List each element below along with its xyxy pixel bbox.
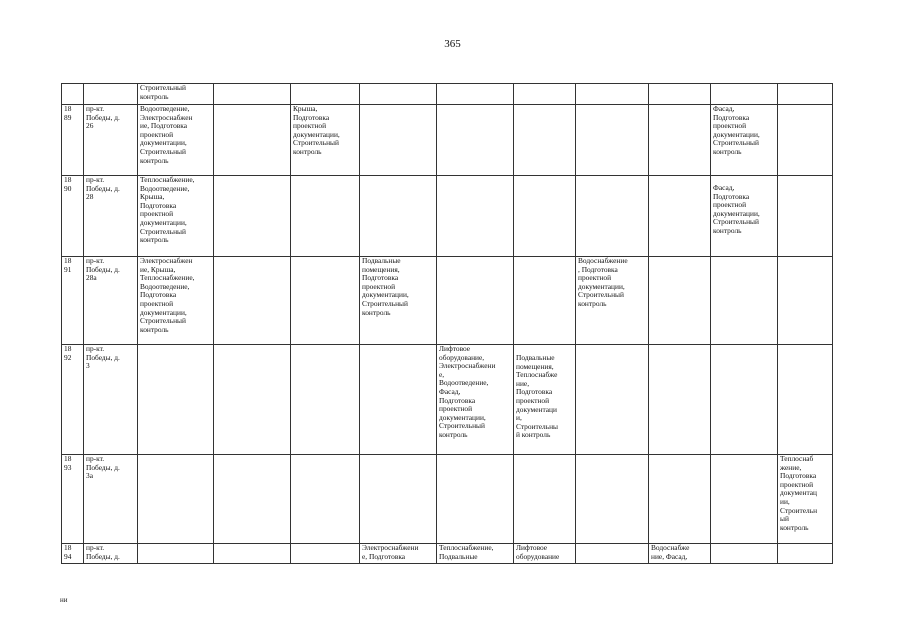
work-cell: Фасад, Подготовка проектной документации, Строительный контроль <box>711 176 778 257</box>
row-number: 18 89 <box>62 105 84 176</box>
work-cell <box>360 176 437 257</box>
work-cell <box>711 345 778 455</box>
work-cell <box>778 257 833 345</box>
table-row <box>62 544 833 564</box>
work-cell <box>514 455 576 544</box>
work-cell <box>649 105 711 176</box>
work-cell <box>291 176 360 257</box>
repair-schedule-table <box>61 83 833 564</box>
work-cell <box>291 455 360 544</box>
table-row <box>62 345 833 455</box>
work-cell <box>649 84 711 105</box>
work-cell <box>360 105 437 176</box>
work-cell <box>711 257 778 345</box>
address-cell: пр-кт. Победы, д. 26 <box>84 105 138 176</box>
address-cell: пр-кт. Победы, д. 28а <box>84 257 138 345</box>
work-cell: Электроснабжени е, Подготовка <box>360 544 437 564</box>
address-cell: пр-кт. Победы, д. 3 <box>84 345 138 455</box>
address-cell: пр-кт. Победы, д. 3а <box>84 455 138 544</box>
footer-mark: ни <box>60 596 68 604</box>
work-cell <box>214 84 291 105</box>
work-cell <box>514 176 576 257</box>
work-cell <box>291 84 360 105</box>
work-cell <box>576 345 649 455</box>
work-cell <box>437 257 514 345</box>
work-cell <box>514 105 576 176</box>
row-number: 18 94 <box>62 544 84 564</box>
page-number: 365 <box>444 38 461 50</box>
table-row <box>62 105 833 176</box>
work-cell <box>291 257 360 345</box>
work-cell <box>214 176 291 257</box>
work-cell <box>138 544 214 564</box>
table-row <box>62 176 833 257</box>
work-cell: Крыша, Подготовка проектной документации, Строительный контроль <box>291 105 360 176</box>
row-number <box>62 84 84 105</box>
work-cell: Лифтовое оборудование, Электроснабжени е, Водоотведение, Фасад, Подготовка проектной документации, Строительный контроль <box>437 345 514 455</box>
address-cell: пр-кт. Победы, д. <box>84 544 138 564</box>
work-cell <box>649 455 711 544</box>
work-cell <box>778 544 833 564</box>
work-cell <box>778 176 833 257</box>
work-cell: Фасад, Подготовка проектной документации, Строительный контроль <box>711 105 778 176</box>
work-cell: Подвальные помещения, Подготовка проектной документации, Строительный контроль <box>360 257 437 345</box>
work-cell <box>138 455 214 544</box>
work-cell: Теплоснабжение, Подвальные <box>437 544 514 564</box>
work-cell <box>576 544 649 564</box>
work-cell: Строительный контроль <box>138 84 214 105</box>
work-cell <box>576 105 649 176</box>
work-cell <box>360 455 437 544</box>
work-cell <box>214 345 291 455</box>
work-cell: Водоснабжение , Подготовка проектной документации, Строительный контроль <box>576 257 649 345</box>
table-row <box>62 455 833 544</box>
work-cell <box>778 105 833 176</box>
work-cell <box>360 345 437 455</box>
work-cell: Теплоснаб жение, Подготовка проектной документац ии, Строительн ый контроль <box>778 455 833 544</box>
work-cell <box>514 257 576 345</box>
work-cell <box>576 176 649 257</box>
work-cell <box>711 84 778 105</box>
work-cell <box>649 345 711 455</box>
row-number: 18 91 <box>62 257 84 345</box>
address-cell: пр-кт. Победы, д. 28 <box>84 176 138 257</box>
work-cell <box>291 345 360 455</box>
table-row <box>62 257 833 345</box>
work-cell <box>649 257 711 345</box>
work-cell <box>649 176 711 257</box>
work-cell <box>138 345 214 455</box>
work-cell <box>437 84 514 105</box>
work-cell: Теплоснабжение, Водоотведение, Крыша, Подготовка проектной документации, Строительный контроль <box>138 176 214 257</box>
work-cell <box>778 84 833 105</box>
work-cell <box>711 455 778 544</box>
work-cell: Водоотведение, Электроснабжен ие, Подготовка проектной документации, Строительный контроль <box>138 105 214 176</box>
work-cell <box>437 455 514 544</box>
work-cell <box>214 544 291 564</box>
work-cell <box>576 455 649 544</box>
work-cell <box>214 257 291 345</box>
work-cell <box>576 84 649 105</box>
work-cell <box>214 105 291 176</box>
work-cell: Лифтовое оборудование <box>514 544 576 564</box>
row-number: 18 93 <box>62 455 84 544</box>
work-cell <box>711 544 778 564</box>
work-cell: Подвальные помещения, Теплоснабже ние, Подготовка проектной документаци и, Строительны й контроль <box>514 345 576 455</box>
work-cell <box>437 105 514 176</box>
work-cell <box>291 544 360 564</box>
row-number: 18 90 <box>62 176 84 257</box>
address-cell <box>84 84 138 105</box>
work-cell <box>514 84 576 105</box>
work-cell <box>360 84 437 105</box>
row-number: 18 92 <box>62 345 84 455</box>
work-cell: Электроснабжен ие, Крыша, Теплоснабжение, Водоотведение, Подготовка проектной документации, Строительный контроль <box>138 257 214 345</box>
table-row <box>62 84 833 105</box>
work-cell <box>214 455 291 544</box>
work-cell <box>437 176 514 257</box>
work-cell: Водоснабже ние, Фасад, <box>649 544 711 564</box>
work-cell <box>778 345 833 455</box>
